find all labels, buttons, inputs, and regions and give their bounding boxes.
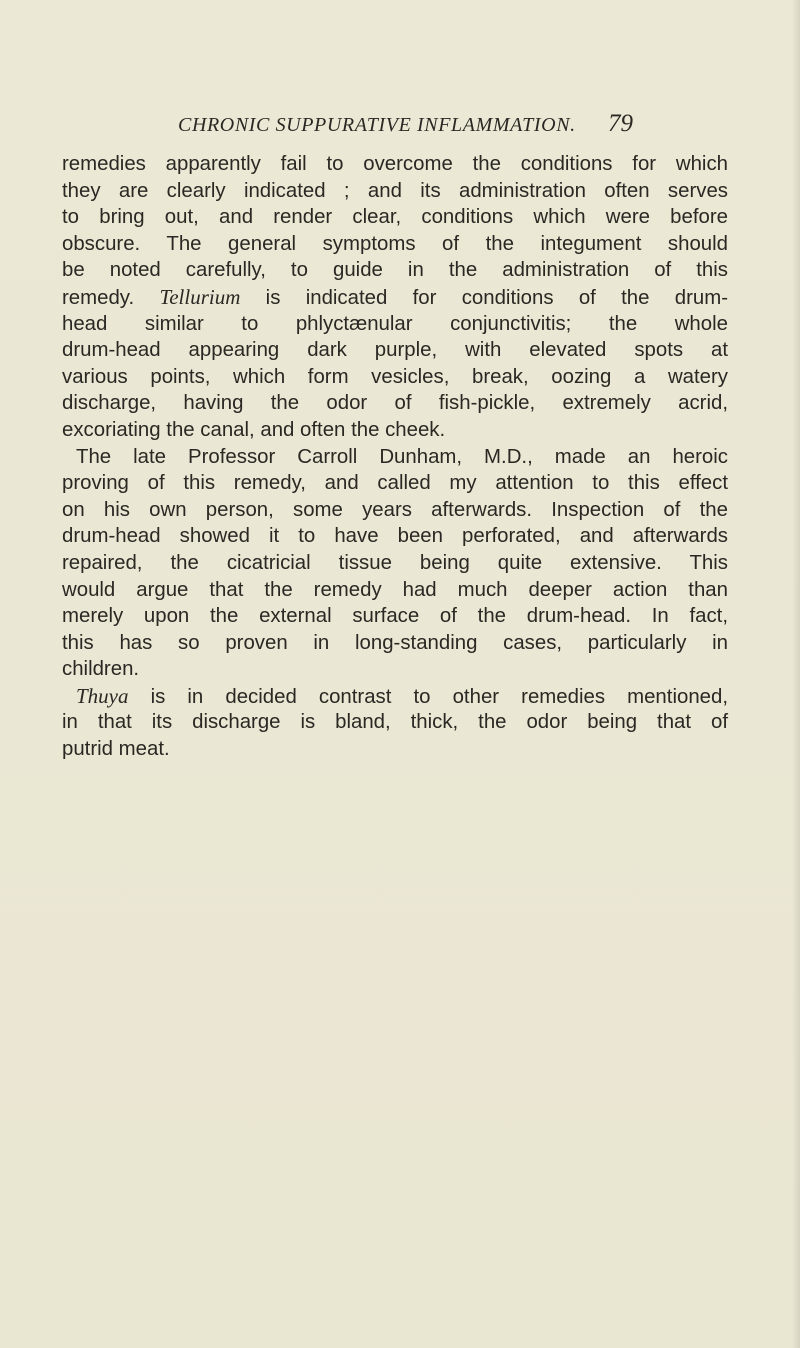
text-line: drum-head appearing dark purple, with elevated spots at [62, 339, 728, 362]
text-line: on his own person, some years afterwards. Inspection of the [62, 498, 728, 521]
text-line [62, 284, 728, 311]
text-segment: remedy. [62, 286, 160, 309]
text-line: excoriating the canal, and often the cheek. [62, 418, 446, 441]
remedy-name-thuya: Thuya [76, 683, 129, 708]
text-line [62, 683, 728, 710]
body-text [62, 151, 728, 763]
text-line: repaired, the cicatricial tissue being quite extensive. This [62, 551, 728, 574]
text-line: drum-head showed it to have been perforated, and afterwards [62, 525, 728, 548]
running-head: CHRONIC SUPPURATIVE INFLAMMATION. [178, 114, 576, 136]
text-line: they are clearly indicated ; and its administration often serves [62, 179, 728, 202]
text-line: merely upon the external surface of the drum-head. In fact, [62, 605, 728, 628]
page-number: 79 [608, 110, 633, 137]
text-line: in that its discharge is bland, thick, the odor being that of [62, 711, 728, 734]
text-segment: is in decided contrast to other remedies mentioned, [128, 685, 728, 708]
text-line: putrid meat. [62, 738, 170, 761]
text-line: discharge, having the odor of fish-pickle, extremely acrid, [62, 392, 728, 415]
text-line: would argue that the remedy had much deeper action than [62, 578, 728, 601]
text-segment: is indicated for conditions of the drum- [240, 286, 729, 309]
text-line: obscure. The general symptoms of the integument should [62, 232, 728, 255]
text-line: head similar to phlyctænular conjunctivitis; the whole [62, 312, 728, 335]
text-line: children. [62, 658, 140, 681]
text-line: The late Professor Carroll Dunham, M.D., made an heroic [76, 445, 728, 468]
text-line: remedies apparently fail to overcome the conditions for which [62, 153, 728, 175]
text-line: various points, which form vesicles, break, oozing a watery [62, 365, 728, 388]
text-line: this has so proven in long-standing cases, particularly in [62, 631, 728, 654]
remedy-name-tellurium: Tellurium [159, 284, 241, 309]
text-line: to bring out, and render clear, conditions which were before [62, 206, 728, 229]
page-edge-shadow [792, 0, 800, 1348]
text-line: be noted carefully, to guide in the administration of this [62, 259, 728, 282]
text-line: proving of this remedy, and called my attention to this effect [62, 472, 728, 495]
page-header [60, 104, 720, 144]
